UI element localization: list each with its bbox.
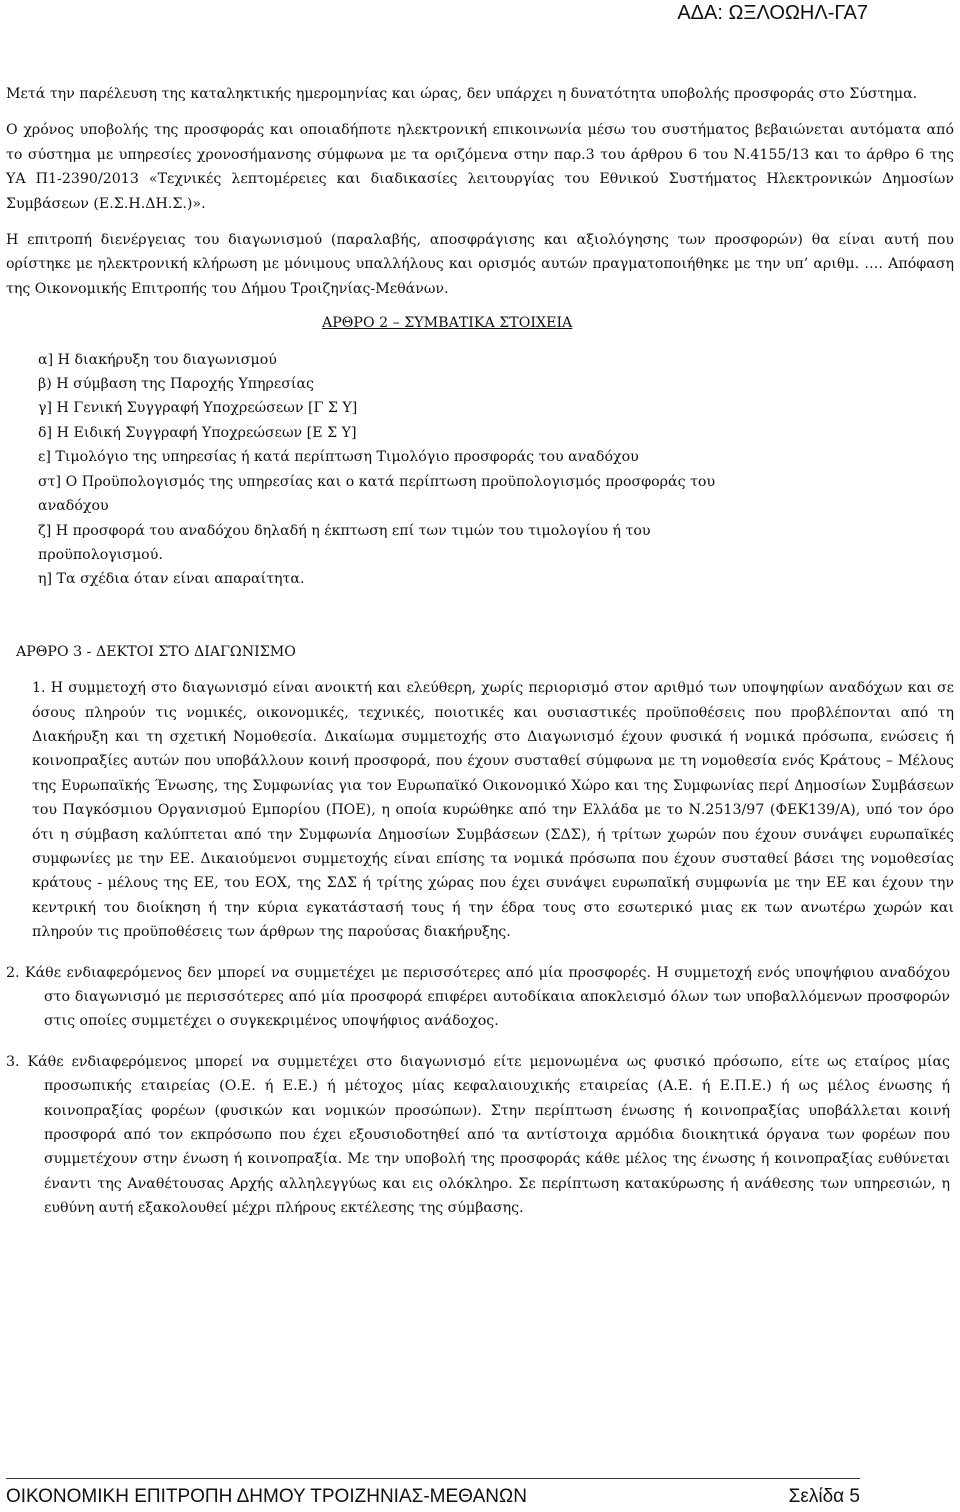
- footer-committee: ΟΙΚΟΝΟΜΙΚΗ ΕΠΙΤΡΟΠΗ ΔΗΜΟΥ ΤΡΟΙΖΗΝΙΑΣ-ΜΕΘΑΝΩΝ: [6, 1486, 527, 1507]
- list-item: β) Η σύμβαση της Παροχής Υπηρεσίας: [38, 376, 314, 393]
- list-item: ζ] Η προσφορά του αναδόχου δηλαδή η έκπτωση επί των τιμών του τιμολογίου ή του προϋπολογισμού.: [38, 522, 651, 563]
- article-3-item-2: [6, 961, 954, 1034]
- paragraph-submission-deadline: Μετά την παρέλευση της καταληκτικής ημερομηνίας και ώρας, δεν υπάρχει η δυνατότητα υποβολής προσφοράς στο Σύστημα.: [6, 86, 918, 102]
- item-text: 1. Η συμμετοχή στο διαγωνισμό είναι ανοικτή και ελεύθερη, χωρίς περιορισμό στον αριθμό των υποψηφίων αναδόχων και σε όσους πληρούν τις νομικές, οικονομικές, τεχνικές, ποιοτικές και ουσιαστικές προϋποθέσεις που προβλέπονται από τη Διακήρυξη και τη σχετική Νομοθεσία. Δικαίωμα συμμετοχής στο Διαγωνισμό έχουν φυσικά ή νομικά πρόσωπα, ενώσεις ή κοινοπραξίες αυτών που υποβάλλουν κοινή προσφορά, που έχουν συσταθεί σύμφωνα με τη νομοθεσία ενός Κράτους – Μέλους της Ευρωπαϊκής Ένωσης, της Συμφωνίας για τον Ευρωπαϊκό Οικονομικό Χώρο και της Συμφωνίας περί Δημοσίων Συμβάσεων του Παγκόσμιου Οργανισμού Εμπορίου (ΠΟΕ), η οποία κυρώθηκε από την Ελλάδα με το Ν.2513/97 (ΦΕΚ139/Α), υπό τον όρο ότι η σύμβαση καλύπτεται από την Συμφωνία Δημοσίων Συμβάσεων (ΣΔΣ), ή τρίτων χωρών που έχουν συνάψει ευρωπαϊκές συμφωνίες με την ΕΕ. Δικαιούμενοι συμμετοχής είναι επίσης τα νομικά πρόσωπα που έχουν συσταθεί βάσει της νομοθεσίας κράτους - μέλους της ΕΕ, του ΕΟΧ, της ΣΔΣ ή τρίτης χώρας που έχει συνάψει ευρωπαϊκή συμφωνία με την ΕΕ και έχουν την κεντρική του διοίκηση ή την κύρια εγκατάστασή τους ή την έδρα τους στο εσωτερικό μιας εκ των ανωτέρω χωρών και πληρούν τις προϋποθέσεις των άρθρων της παρούσας διακήρυξης.: [32, 680, 954, 941]
- list-item: στ] Ο Προϋπολογισμός της υπηρεσίας και ο κατά περίπτωση προϋπολογισμός προσφοράς του αναδόχου: [38, 473, 716, 515]
- item-text: 3. Κάθε ενδιαφερόμενος μπορεί να συμμετέχει στο διαγωνισμό είτε μεμονωμένα ως φυσικό πρόσωπο, είτε ως εταίρος μίας προσωπικής εταιρείας (Ο.Ε. ή Ε.Ε.) ή μέτοχος μίας κεφαλαιουχικής εταιρείας (Α.Ε. ή Ε.Π.Ε.) ή ως μέλος ένωσης ή κοινοπραξίας φορέων (φυσικών και νομικών προσώπων). Στην περίπτωση ένωσης ή κοινοπραξίας υποβάλλεται κοινή προσφορά από τον εκπρόσωπο που έχει εξουσιοδοτηθεί από τα αντίστοιχα αρμόδια διοικητικά όργανα των φορέων που συμμετέχουν στην ένωση ή κοινοπραξία. Με την υποβολή της προσφοράς κάθε μέλος της ένωσης ή κοινοπραξίας ευθύνεται έναντι της Αναθέτουσας Αρχής αλληλεγγύως και εις ολόκληρο. Σε περίπτωση κατακύρωσης ή ανάθεσης των υπηρεσιών, η ευθύνη αυτή εξακολουθεί μέχρι πλήρους εκτέλεσης της σύμβασης.: [6, 1053, 950, 1217]
- item-text: 2. Κάθε ενδιαφερόμενος δεν μπορεί να συμμετέχει με περισσότερες από μία προσφορές. Η συμμετοχή ενός υποψήφιου αναδόχου στο διαγωνισμό με περισσότερες από μία προσφορά επιφέρει αυτοδίκαια αποκλεισμό όλων των υποβαλλόμενων προσφορών στις οποίες συμμετέχει ο συγκεκριμένος υποψήφιος ανάδοχος.: [6, 964, 950, 1030]
- footer-divider: [6, 1478, 860, 1479]
- paragraph-timestamp: Ο χρόνος υποβολής της προσφοράς και οποιαδήποτε ηλεκτρονική επικοινωνία μέσω του συστήματος βεβαιώνεται αυτόματα από το σύστημα με υπηρεσίες χρονοσήμανσης σύμφωνα με τα οριζόμενα στην παρ.3 του άρθρου 6 του Ν.4155/13 και το άρθρο 6 της ΥΑ Π1-2390/2013 «Τεχνικές λεπτομέρειες και διαδικασίες λειτουργίας του Εθνικού Συστήματος Ηλεκτρονικών Δημοσίων Συμβάσεων (Ε.Σ.Η.ΔΗ.Σ.)».: [6, 122, 954, 212]
- article-3-title: ΑΡΘΡΟ 3 - ΔΕΚΤΟΙ ΣΤΟ ΔΙΑΓΩΝΙΣΜΟ: [16, 643, 296, 660]
- document-body: [6, 82, 954, 1221]
- list-item: α] Η διακήρυξη του διαγωνισμού: [38, 351, 277, 368]
- article-3-item-1: [6, 676, 954, 944]
- ada-code: ΑΔΑ: ΩΞΛΟΩΗΛ-ΓΑ7: [677, 2, 868, 24]
- list-item: δ] Η Ειδική Συγγραφή Υποχρεώσεων [Ε Σ Υ]: [38, 424, 357, 441]
- list-item: γ] Η Γενική Συγγραφή Υποχρεώσεων [Γ Σ Υ]: [38, 400, 358, 417]
- paragraph-committee: Η επιτροπή διενέργειας του διαγωνισμού (παραλαβής, αποσφράγισης και αξιολόγησης των προσφορών) θα είναι αυτή που ορίστηκε με ηλεκτρονική κλήρωση με μόνιμους υπαλλήλους και ορισμός αυτών πραγματοποιήθηκε με την υπ’ αριθμ. …. Απόφαση της Οικονομικής Επιτροπής του Δήμου Τροιζηνίας-Μεθάνων.: [6, 232, 954, 297]
- article-3-item-3: [6, 1050, 954, 1221]
- contract-documents-list: [6, 348, 954, 592]
- list-item: η] Τα σχέδια όταν είναι απαραίτητα.: [38, 571, 305, 588]
- page-footer: [6, 1480, 860, 1512]
- list-item: ε] Τιμολόγιο της υπηρεσίας ή κατά περίπτωση Τιμολόγιο προσφοράς του αναδόχου: [38, 449, 639, 466]
- article-2-title: ΑΡΘΡΟ 2 – ΣΥΜΒΑΤΙΚΑ ΣΤΟΙΧΕΙΑ: [322, 315, 573, 332]
- page-number: Σελίδα 5: [788, 1486, 860, 1507]
